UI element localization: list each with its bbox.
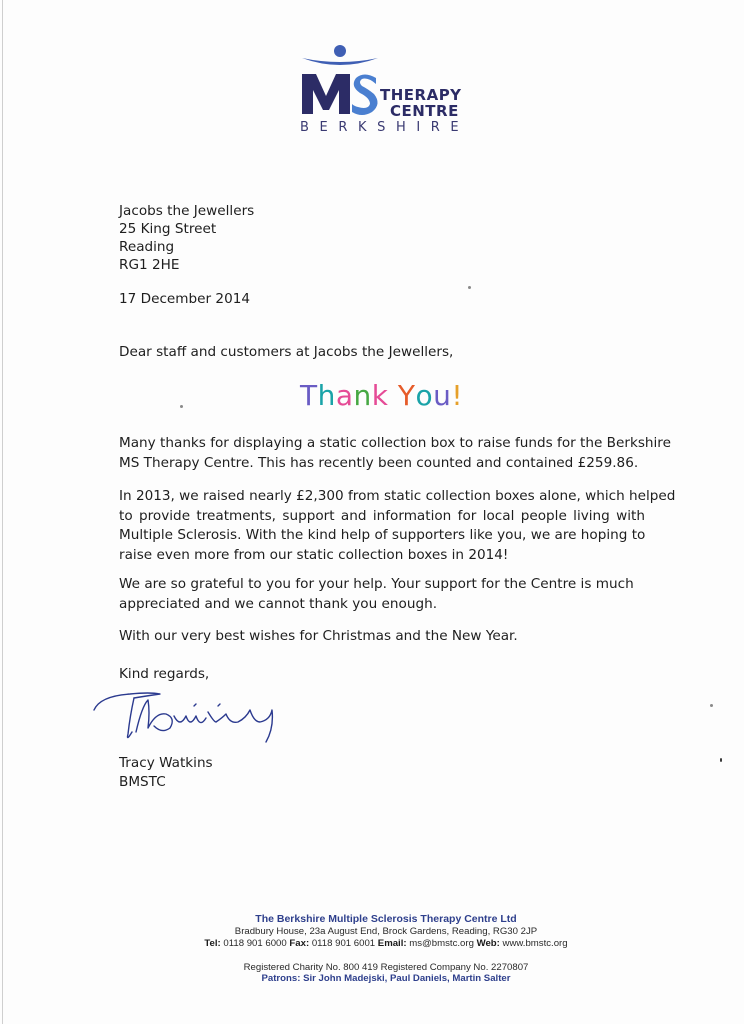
paragraph-line: raise even more from our static collection boxes in 2014! xyxy=(119,546,509,563)
scan-speck xyxy=(720,758,722,762)
recipient-name: Jacobs the Jewellers xyxy=(119,203,255,219)
paragraph-gratitude xyxy=(119,575,649,614)
thank-you-letter: a xyxy=(335,379,354,412)
fax-label: Fax: xyxy=(289,938,310,949)
footer-registration: Registered Charity No. 800 419 Registered Company No. 2270807 xyxy=(243,962,529,973)
logo-letter-m-shape xyxy=(302,74,350,114)
recipient-town: Reading xyxy=(119,239,175,255)
thank-you-letter: u xyxy=(433,379,452,412)
paragraph-2013-results xyxy=(119,487,676,565)
footer-org-name: The Berkshire Multiple Sclerosis Therapy Centre Ltd xyxy=(255,913,517,925)
thank-you-letter: Y xyxy=(397,379,416,412)
signatory-name: Tracy Watkins xyxy=(119,755,213,771)
tel-label: Tel: xyxy=(204,938,221,949)
recipient-street: 25 King Street xyxy=(119,221,217,237)
signatory-org: BMSTC xyxy=(119,774,166,790)
salutation: Dear staff and customers at Jacobs the Jewellers, xyxy=(119,344,454,360)
scan-speck xyxy=(180,405,183,408)
paragraph-line: to provide treatments, support and information for local people living with xyxy=(119,507,645,524)
logo-letter-s-shape xyxy=(352,75,378,116)
scan-edge-line xyxy=(2,0,3,1024)
recipient-postcode: RG1 2HE xyxy=(119,257,180,273)
web-label: Web: xyxy=(476,938,500,949)
web-address: www.bmstc.org xyxy=(502,938,568,949)
thank-you-letter: n xyxy=(353,379,372,412)
thank-you-letter: ! xyxy=(451,379,464,412)
footer-contact-line xyxy=(14,938,744,949)
thank-you-letter xyxy=(389,378,398,414)
paragraph-line: With our very best wishes for Christmas and the New Year. xyxy=(119,628,518,644)
email-label: Email: xyxy=(377,938,407,949)
paragraph-seasonal-wishes xyxy=(119,627,649,647)
paragraph-line: In 2013, we raised nearly £2,300 from static collection boxes alone, which helped xyxy=(119,488,676,504)
signature-icon xyxy=(90,682,290,752)
logo-head-shape xyxy=(334,45,346,57)
logo-line-therapy: THERAPY xyxy=(380,86,462,104)
paragraph-line: Multiple Sclerosis. With the kind help of supporters like you, we are hoping to xyxy=(119,527,646,543)
footer-address: Bradbury House, 23a August End, Brock Gardens, Reading, RG30 2JP xyxy=(234,926,538,937)
email-address: ms@bmstc.org xyxy=(409,938,474,949)
thank-you-letter: o xyxy=(415,379,434,412)
thank-you-letter: k xyxy=(371,379,389,412)
scan-speck xyxy=(468,286,471,289)
letter-date: 17 December 2014 xyxy=(119,291,251,307)
logo-tagline: BERKSHIRE xyxy=(300,120,470,135)
paragraph-collection-box xyxy=(119,434,671,473)
scan-speck xyxy=(710,704,713,707)
logo-arms-shape xyxy=(302,58,378,65)
paragraph-line: MS Therapy Centre. This has recently been counted and contained £259.86. xyxy=(119,454,639,471)
thank-you-letter: T xyxy=(300,379,318,412)
paragraph-line: Many thanks for displaying a static collection box to raise funds for the Berkshire xyxy=(119,435,671,451)
closing-regards: Kind regards, xyxy=(119,666,210,682)
paragraph-line: We are so grateful to you for your help. Your support for the Centre is much xyxy=(119,576,634,592)
paragraph-line: appreciated and we cannot thank you enough. xyxy=(119,595,438,612)
thank-you-letter: h xyxy=(317,379,336,412)
fax-number: 0118 901 6001 xyxy=(311,938,376,949)
tel-number: 0118 901 6000 xyxy=(223,938,287,949)
logo-line-centre: CENTRE xyxy=(390,102,459,120)
footer-patrons: Patrons: Sir John Madejski, Paul Daniels, Martin Salter xyxy=(261,973,511,984)
thank-you-heading xyxy=(300,378,463,414)
handwritten-signature xyxy=(90,682,290,752)
